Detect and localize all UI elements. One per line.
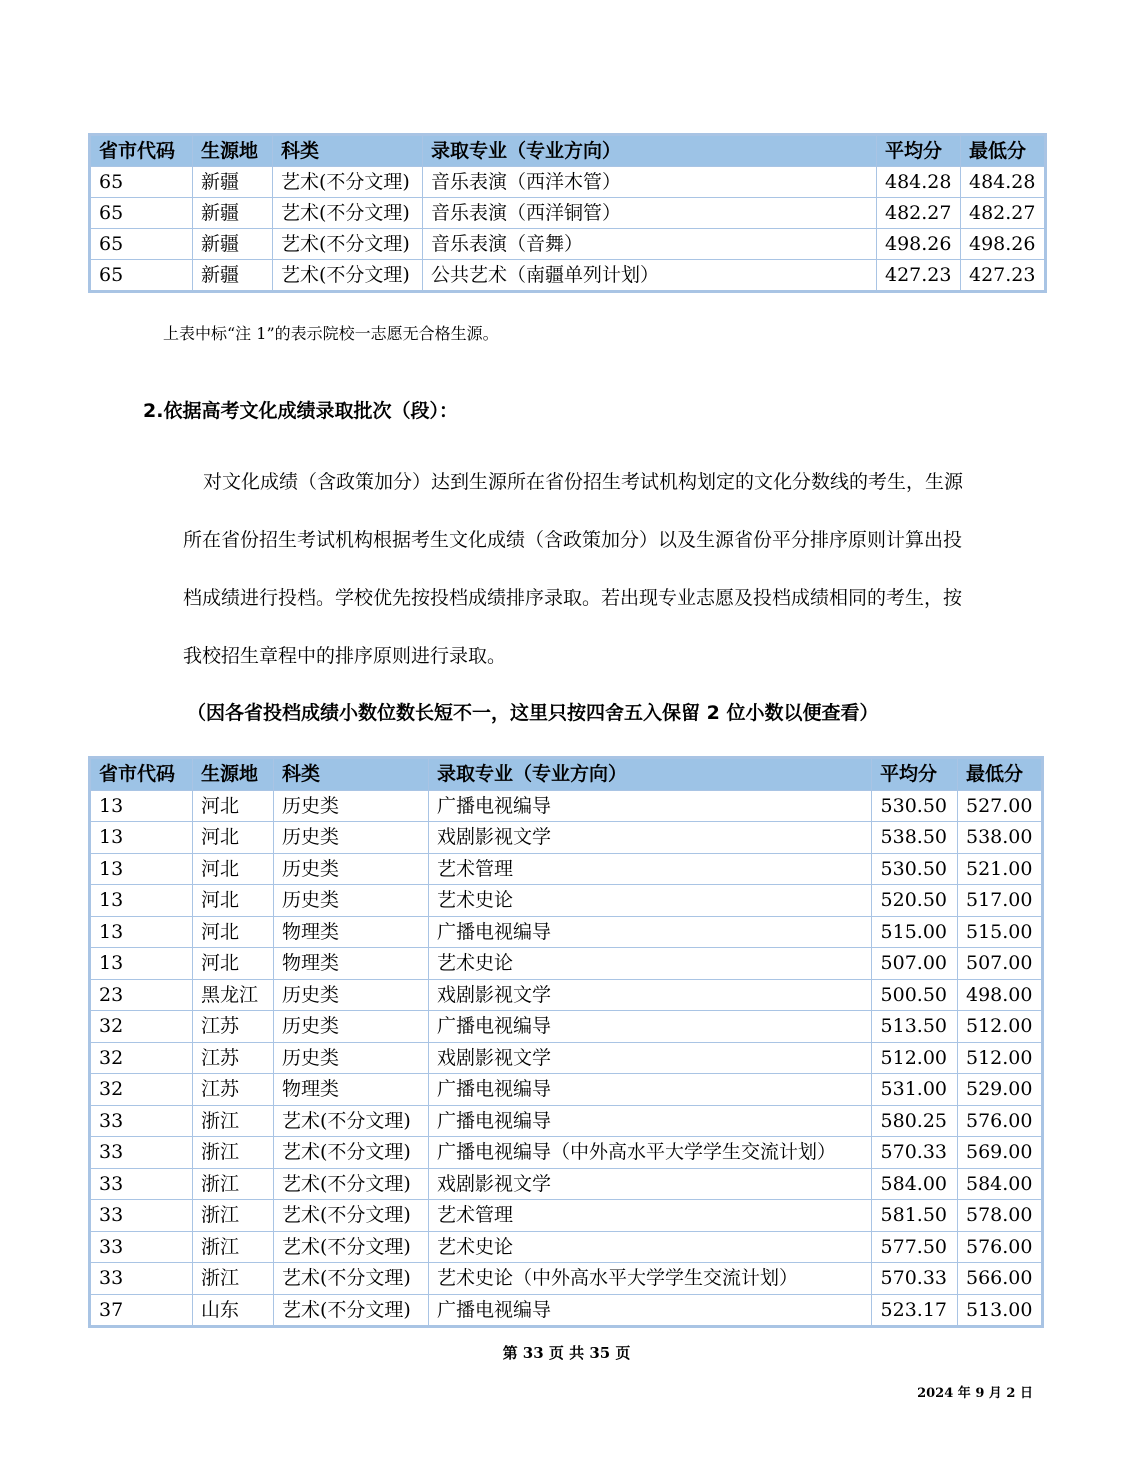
cell-origin: 河北	[193, 822, 274, 854]
cell-province-code: 37	[90, 1294, 193, 1327]
cell-major: 艺术管理	[429, 853, 872, 885]
cell-category: 艺术(不分文理)	[274, 1263, 429, 1295]
table-row	[90, 229, 1046, 260]
cell-minimum: 498.26	[961, 229, 1046, 260]
header-origin: 生源地	[193, 758, 274, 791]
cell-province-code: 33	[90, 1168, 193, 1200]
table-row	[90, 948, 1043, 980]
cell-average: 427.23	[877, 260, 961, 292]
page-number: 第 33 页 共 35 页	[502, 1344, 631, 1362]
cell-minimum: 482.27	[961, 198, 1046, 229]
cell-origin: 新疆	[193, 167, 273, 198]
header-category: 科类	[274, 758, 429, 791]
cell-minimum: 512.00	[958, 1042, 1043, 1074]
cell-minimum: 507.00	[958, 948, 1043, 980]
cell-origin: 河北	[193, 853, 274, 885]
cell-minimum: 521.00	[958, 853, 1043, 885]
cell-average: 570.33	[872, 1263, 958, 1295]
cell-major: 艺术史论	[429, 885, 872, 917]
cell-origin: 黑龙江	[193, 979, 274, 1011]
cell-category: 历史类	[274, 1011, 429, 1043]
cell-category: 物理类	[274, 948, 429, 980]
cell-category: 历史类	[274, 979, 429, 1011]
cell-category: 历史类	[274, 822, 429, 854]
cell-category: 艺术(不分文理)	[274, 1231, 429, 1263]
table-row	[90, 1011, 1043, 1043]
cell-average: 523.17	[872, 1294, 958, 1327]
cell-category: 艺术(不分文理)	[274, 1105, 429, 1137]
cell-major: 音乐表演（西洋铜管）	[423, 198, 877, 229]
cell-minimum: 529.00	[958, 1074, 1043, 1106]
table-row	[90, 790, 1043, 822]
cell-major: 艺术史论	[429, 1231, 872, 1263]
cell-category: 历史类	[274, 853, 429, 885]
cell-minimum: 512.00	[958, 1011, 1043, 1043]
cell-minimum: 527.00	[958, 790, 1043, 822]
cell-category: 艺术(不分文理)	[274, 1137, 429, 1169]
admission-table-1	[88, 133, 1047, 293]
cell-category: 历史类	[274, 885, 429, 917]
table-row	[90, 1231, 1043, 1263]
cell-major: 艺术管理	[429, 1200, 872, 1232]
cell-origin: 江苏	[193, 1042, 274, 1074]
header-major: 录取专业（专业方向）	[423, 135, 877, 167]
header-origin: 生源地	[193, 135, 273, 167]
cell-average: 484.28	[877, 167, 961, 198]
cell-origin: 河北	[193, 885, 274, 917]
cell-province-code: 13	[90, 885, 193, 917]
cell-major: 广播电视编导	[429, 916, 872, 948]
cell-category: 艺术(不分文理)	[274, 1200, 429, 1232]
table-row	[90, 1042, 1043, 1074]
cell-origin: 浙江	[193, 1105, 274, 1137]
cell-origin: 河北	[193, 790, 274, 822]
cell-average: 515.00	[872, 916, 958, 948]
cell-province-code: 33	[90, 1263, 193, 1295]
cell-average: 512.00	[872, 1042, 958, 1074]
cell-origin: 浙江	[193, 1263, 274, 1295]
table-row	[90, 1200, 1043, 1232]
cell-province-code: 13	[90, 853, 193, 885]
cell-origin: 浙江	[193, 1137, 274, 1169]
cell-province-code: 33	[90, 1200, 193, 1232]
cell-major: 音乐表演（音舞）	[423, 229, 877, 260]
cell-minimum: 517.00	[958, 885, 1043, 917]
header-category: 科类	[273, 135, 423, 167]
cell-category: 艺术(不分文理)	[273, 260, 423, 292]
cell-average: 507.00	[872, 948, 958, 980]
cell-major: 广播电视编导	[429, 790, 872, 822]
cell-origin: 浙江	[193, 1168, 274, 1200]
cell-minimum: 484.28	[961, 167, 1046, 198]
cell-origin: 江苏	[193, 1011, 274, 1043]
cell-origin: 河北	[193, 916, 274, 948]
cell-minimum: 515.00	[958, 916, 1043, 948]
cell-category: 艺术(不分文理)	[274, 1294, 429, 1327]
paragraph-line: 档成绩进行投档。学校优先按投档成绩排序录取。若出现专业志愿及投档成绩相同的考生，按	[183, 587, 963, 609]
table-header-row	[90, 758, 1043, 791]
cell-average: 531.00	[872, 1074, 958, 1106]
paragraph-line: 我校招生章程中的排序原则进行录取。	[183, 645, 507, 667]
table-row	[90, 260, 1046, 292]
cell-province-code: 13	[90, 822, 193, 854]
table-row	[90, 916, 1043, 948]
paragraph-line: 对文化成绩（含政策加分）达到生源所在省份招生考试机构划定的文化分数线的考生，生源	[203, 471, 964, 493]
cell-category: 历史类	[274, 790, 429, 822]
cell-category: 艺术(不分文理)	[273, 167, 423, 198]
cell-minimum: 566.00	[958, 1263, 1043, 1295]
cell-average: 482.27	[877, 198, 961, 229]
cell-minimum: 427.23	[961, 260, 1046, 292]
cell-province-code: 13	[90, 916, 193, 948]
cell-average: 577.50	[872, 1231, 958, 1263]
cell-province-code: 32	[90, 1011, 193, 1043]
cell-minimum: 576.00	[958, 1105, 1043, 1137]
cell-minimum: 584.00	[958, 1168, 1043, 1200]
table-row	[90, 1105, 1043, 1137]
cell-minimum: 498.00	[958, 979, 1043, 1011]
cell-average: 498.26	[877, 229, 961, 260]
cell-province-code: 65	[90, 198, 193, 229]
cell-category: 艺术(不分文理)	[273, 198, 423, 229]
cell-province-code: 32	[90, 1074, 193, 1106]
cell-province-code: 65	[90, 229, 193, 260]
section-heading: 2.依据高考文化成绩录取批次（段）：	[143, 400, 458, 422]
cell-major: 艺术史论（中外高水平大学学生交流计划）	[429, 1263, 872, 1295]
header-average: 平均分	[877, 135, 961, 167]
cell-average: 584.00	[872, 1168, 958, 1200]
cell-minimum: 538.00	[958, 822, 1043, 854]
cell-origin: 河北	[193, 948, 274, 980]
document-date: 2024 年 9 月 2 日	[917, 1386, 1033, 1401]
cell-major: 戏剧影视文学	[429, 822, 872, 854]
cell-major: 戏剧影视文学	[429, 1042, 872, 1074]
cell-category: 物理类	[274, 916, 429, 948]
cell-minimum: 569.00	[958, 1137, 1043, 1169]
cell-category: 艺术(不分文理)	[274, 1168, 429, 1200]
table-row	[90, 167, 1046, 198]
header-average: 平均分	[872, 758, 958, 791]
cell-origin: 浙江	[193, 1231, 274, 1263]
cell-major: 艺术史论	[429, 948, 872, 980]
cell-origin: 山东	[193, 1294, 274, 1327]
cell-province-code: 33	[90, 1231, 193, 1263]
table-row	[90, 1168, 1043, 1200]
cell-average: 513.50	[872, 1011, 958, 1043]
cell-category: 历史类	[274, 1042, 429, 1074]
cell-province-code: 13	[90, 948, 193, 980]
cell-province-code: 65	[90, 167, 193, 198]
cell-province-code: 33	[90, 1105, 193, 1137]
cell-average: 530.50	[872, 790, 958, 822]
cell-category: 物理类	[274, 1074, 429, 1106]
cell-average: 538.50	[872, 822, 958, 854]
cell-origin: 新疆	[193, 229, 273, 260]
cell-province-code: 33	[90, 1137, 193, 1169]
cell-average: 530.50	[872, 853, 958, 885]
cell-average: 520.50	[872, 885, 958, 917]
cell-average: 500.50	[872, 979, 958, 1011]
cell-major: 广播电视编导	[429, 1074, 872, 1106]
cell-origin: 浙江	[193, 1200, 274, 1232]
cell-origin: 新疆	[193, 198, 273, 229]
cell-major: 音乐表演（西洋木管）	[423, 167, 877, 198]
cell-province-code: 13	[90, 790, 193, 822]
header-province-code: 省市代码	[90, 135, 193, 167]
table-row	[90, 1074, 1043, 1106]
cell-minimum: 513.00	[958, 1294, 1043, 1327]
cell-average: 581.50	[872, 1200, 958, 1232]
table-row	[90, 1294, 1043, 1327]
cell-major: 广播电视编导	[429, 1011, 872, 1043]
header-major: 录取专业（专业方向）	[429, 758, 872, 791]
cell-major: 公共艺术（南疆单列计划）	[423, 260, 877, 292]
header-province-code: 省市代码	[90, 758, 193, 791]
cell-province-code: 32	[90, 1042, 193, 1074]
table-row	[90, 1137, 1043, 1169]
cell-major: 广播电视编导（中外高水平大学学生交流计划）	[429, 1137, 872, 1169]
table-note: 上表中标“注 1”的表示院校一志愿无合格生源。	[163, 324, 499, 343]
cell-category: 艺术(不分文理)	[273, 229, 423, 260]
cell-origin: 江苏	[193, 1074, 274, 1106]
table-row	[90, 822, 1043, 854]
cell-minimum: 578.00	[958, 1200, 1043, 1232]
table-row	[90, 198, 1046, 229]
table-header-row	[90, 135, 1046, 167]
table-row	[90, 885, 1043, 917]
table-row	[90, 1263, 1043, 1295]
cell-major: 戏剧影视文学	[429, 1168, 872, 1200]
cell-minimum: 576.00	[958, 1231, 1043, 1263]
cell-major: 戏剧影视文学	[429, 979, 872, 1011]
cell-average: 570.33	[872, 1137, 958, 1169]
rounding-note: （因各省投档成绩小数位数长短不一，这里只按四舍五入保留 2 位小数以便查看）	[187, 702, 879, 724]
header-minimum: 最低分	[958, 758, 1043, 791]
cell-origin: 新疆	[193, 260, 273, 292]
header-minimum: 最低分	[961, 135, 1046, 167]
cell-average: 580.25	[872, 1105, 958, 1137]
cell-major: 广播电视编导	[429, 1294, 872, 1327]
admission-table-2	[88, 756, 1044, 1328]
cell-major: 广播电视编导	[429, 1105, 872, 1137]
table-row	[90, 853, 1043, 885]
table-row	[90, 979, 1043, 1011]
cell-province-code: 65	[90, 260, 193, 292]
cell-province-code: 23	[90, 979, 193, 1011]
paragraph-line: 所在省份招生考试机构根据考生文化成绩（含政策加分）以及生源省份平分排序原则计算出投	[183, 529, 963, 551]
